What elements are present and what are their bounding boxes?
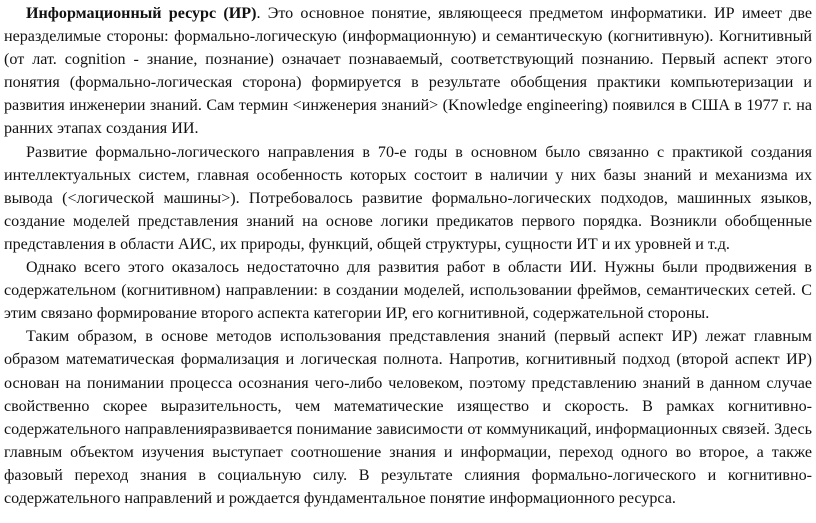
paragraph-formal-logic: Развитие формально-логического направления в 70-е годы в основном было связанно с практикой создания интеллектуальных систем, главная особенность которых состоит в наличии у них базы знаний и механизма их вывода (<логической машины>). Потребовалось развитие формально-логических подходов, машинных языков, создание моделей представления знаний на основе логики предикатов первого порядка. Возникли обобщенные представления в области АИС, их природы, функций, общей структуры, сущности ИТ и их уровней и т.д. <box>4 143 812 253</box>
paragraph-intro <box>4 2 812 141</box>
paragraph-intro-text: . Это основное понятие, являющееся предметом информатики. ИР имеет две неразделимые стороны: формально-логическую (информационную) и семантическую (когнитивную). Когнитивный (от лат. cognition - знание, познание) означает познаваемый, соответствующий познанию. Первый аспект этого понятия (формально-логическая сторона) формируется в результате обобщения практики компьютеризации и развития инженерии знаний. Сам термин <инженерия знаний> (Knowledge engineering) появился в США в 1977 г. на ранних этапах создания ИИ. <box>4 5 812 138</box>
paragraph-conclusion: Таким образом, в основе методов использования представления знаний (первый аспект ИР) лежат главным образом математическая формализация и логическая полнота. Напротив, когнитивный подход (второй аспект ИР) основан на понимании процесса осознания чего-либо человеком, поэтому представлению знаний в данном случае свойственно скорее выразительность, чем математические изящество и скорость. В рамках когнитивно-содержательного направленияразвивается понимание зависимости от коммуникаций, информационных связей. Здесь главным объектом изучения выступает соотношение знания и информации, переход одного во второе, а также фазовый переход знания в социальную силу. В результате слияния формально-логического и когнитивно-содержательного направлений и рождается фундаментальное понятие информационного ресурса. <box>4 328 812 507</box>
paragraph-cognitive: Однако всего этого оказалось недостаточно для развития работ в области ИИ. Нужны были продвижения в содержательном (когнитивном) направлении: в создании моделей, использовании фреймов, семантических сетей. С этим связано формирование второго аспекта категории ИР, его когнитивной, содержательной стороны. <box>4 259 812 323</box>
term-heading: Информационный ресурс (ИР) <box>26 5 257 22</box>
